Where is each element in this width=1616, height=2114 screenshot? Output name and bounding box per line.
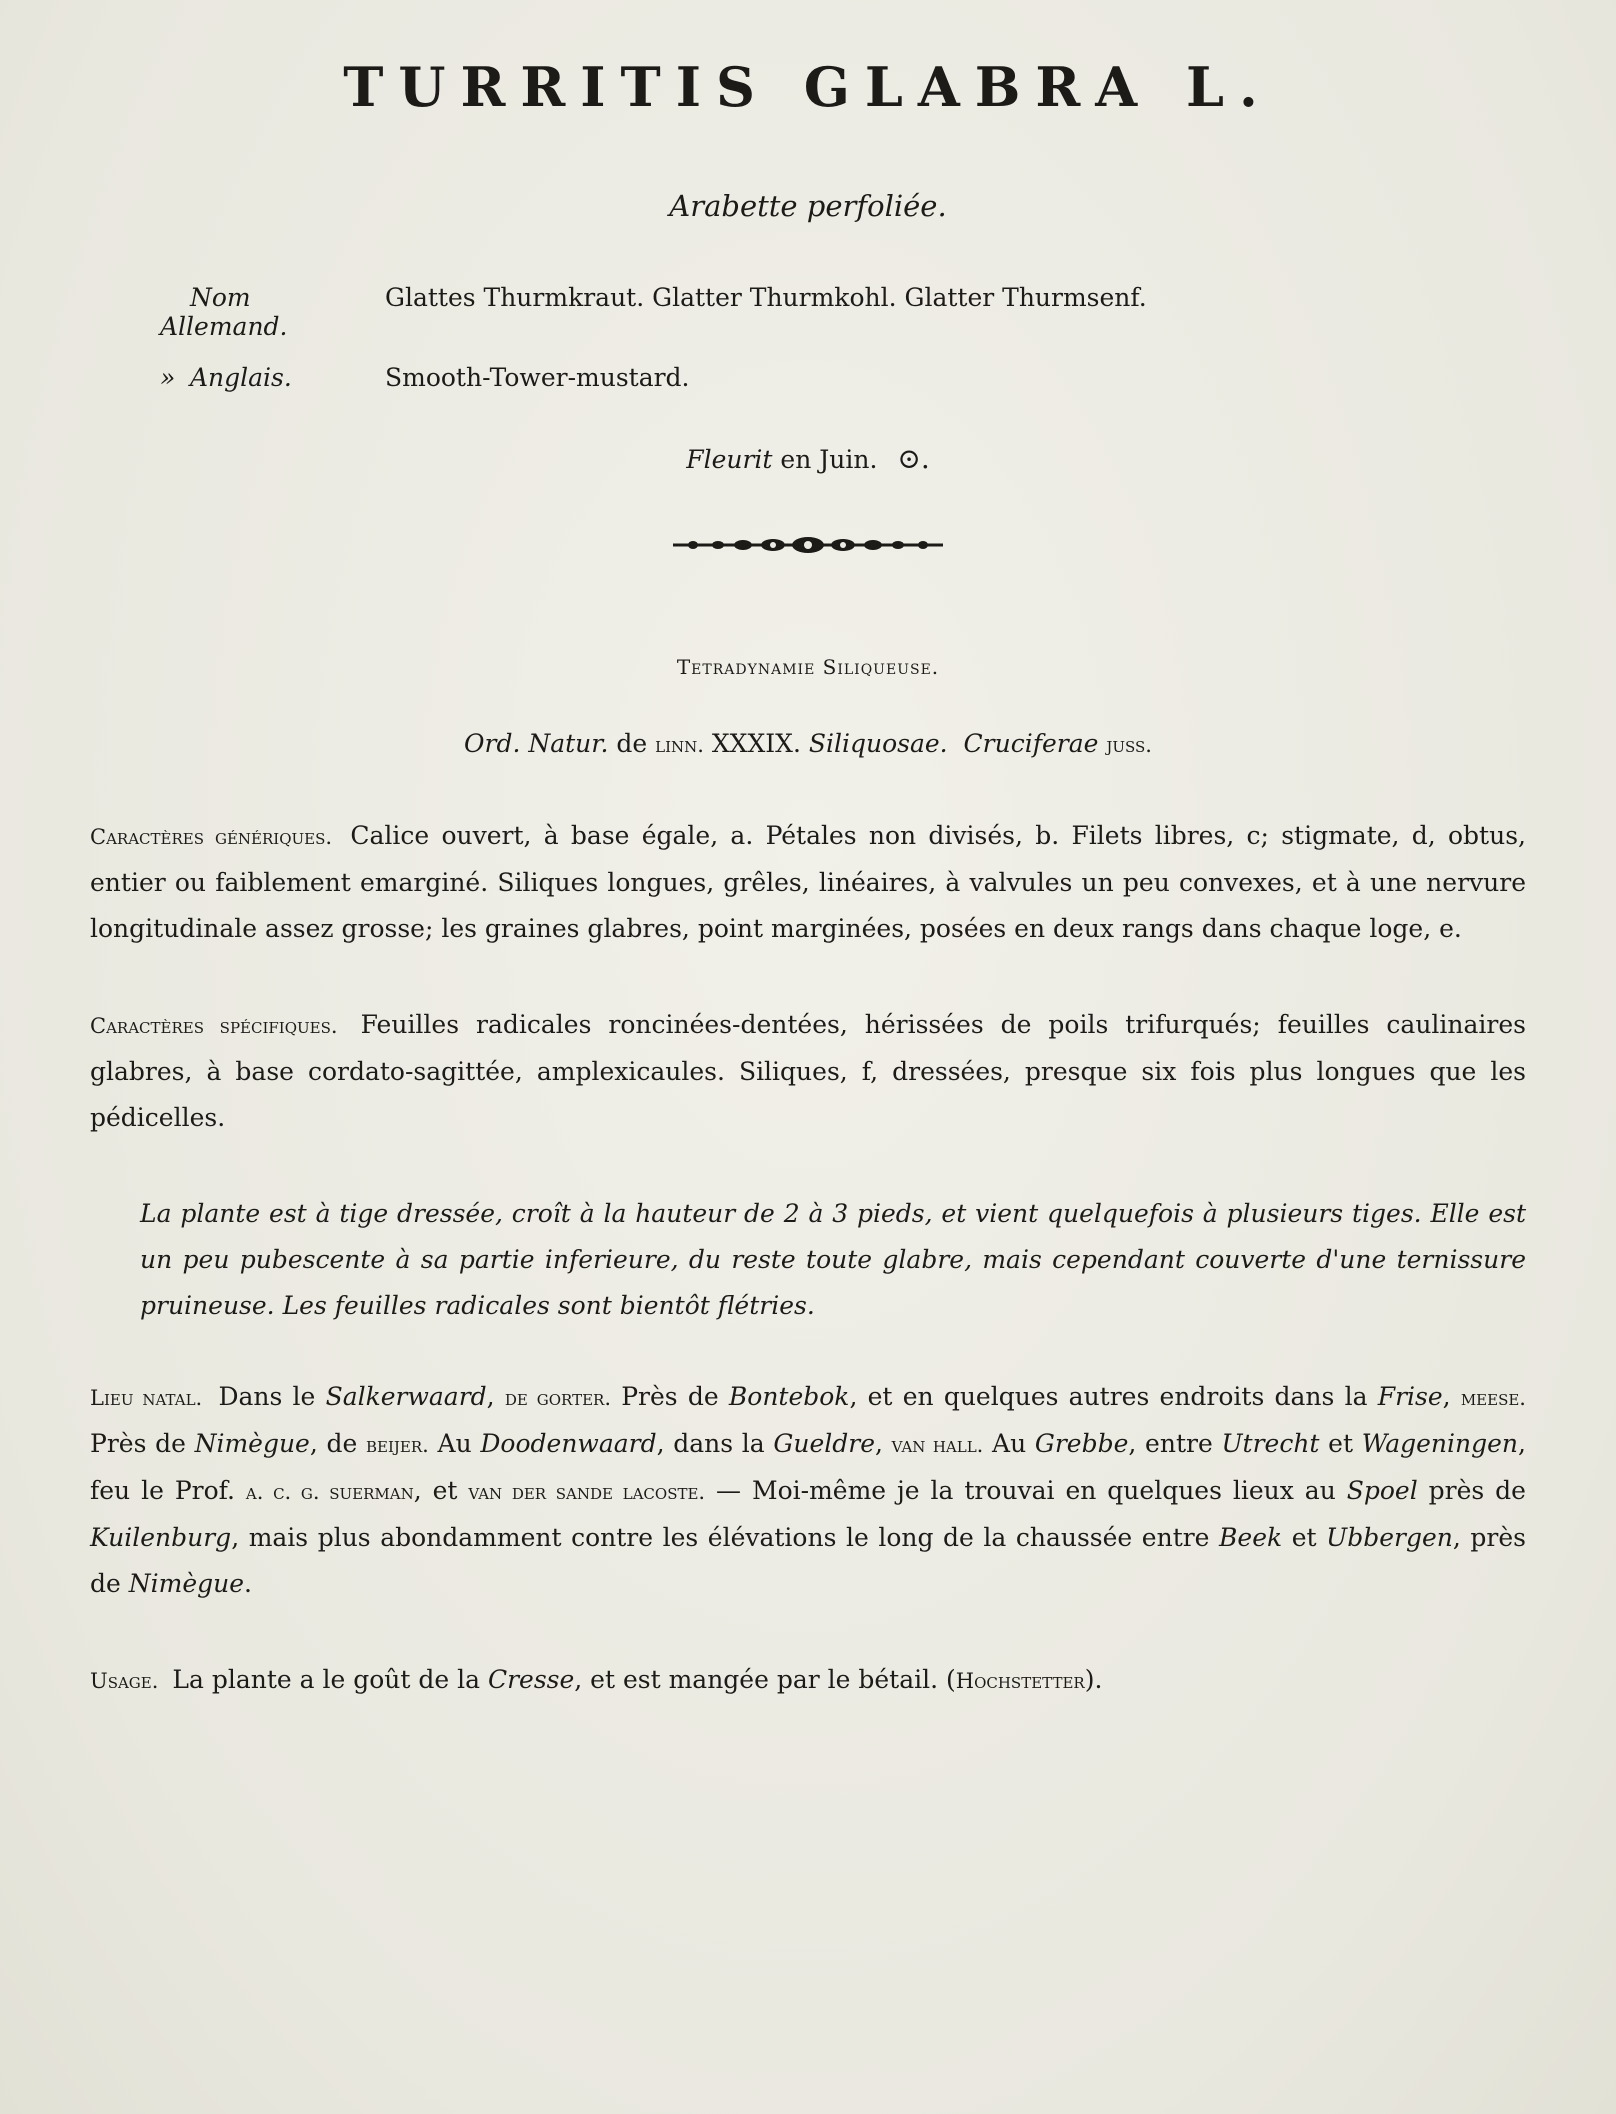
- common-names: [160, 283, 1526, 392]
- place-name: Ubbergen: [1326, 1523, 1453, 1552]
- place-name: Grebbe: [1034, 1429, 1129, 1458]
- text-run: , près de: [90, 1523, 1526, 1598]
- text-run: Près de: [611, 1382, 729, 1411]
- place-name: Utrecht: [1221, 1429, 1320, 1458]
- place-name: Cresse: [487, 1665, 575, 1694]
- place-name: Spoel: [1346, 1476, 1418, 1505]
- text-run: Près de: [90, 1429, 195, 1458]
- section-heading: Lieu natal.: [90, 1386, 203, 1410]
- text-run: et: [1282, 1523, 1327, 1552]
- author-name: van der sande lacoste.: [468, 1480, 706, 1504]
- place-name: Wageningen: [1361, 1429, 1519, 1458]
- text-run: ).: [1084, 1665, 1103, 1694]
- text-run: , dans la: [656, 1429, 774, 1458]
- habitat: [90, 1374, 1526, 1607]
- subtitle: Arabette perfoliée.: [669, 189, 947, 223]
- annual-icon: ⊙.: [897, 442, 930, 475]
- place-name: Bontebok: [728, 1382, 850, 1411]
- usage: [90, 1657, 1526, 1704]
- place-name: Salkerwaard: [325, 1382, 487, 1411]
- place-name: Kuilenburg: [90, 1523, 232, 1552]
- name-mark: »: [160, 363, 176, 392]
- author-name: beijer.: [366, 1433, 429, 1457]
- section-text: Calice ouvert, à base égale, a. Pétales non divisés, b. Filets libres, c; stigmate, d, obtus, entier ou faiblement emarginé. Siliques longues, grêles, linéaires, à valvules un peu convexes, et à une nervure longitudinale assez grosse; les graines glabres, point marginées, posées en deux rangs dans chaque loge, e.: [90, 821, 1526, 943]
- place-name: Nimègue: [194, 1429, 310, 1458]
- text-run: , entre: [1128, 1429, 1222, 1458]
- text-run: , et: [413, 1476, 469, 1505]
- name-label: Anglais.: [190, 363, 292, 392]
- place-name: Doodenwaard: [480, 1429, 657, 1458]
- author-name: meese.: [1460, 1386, 1526, 1410]
- author-name: van hall.: [891, 1433, 984, 1457]
- text-run: , et en quelques autres endroits dans la: [849, 1382, 1378, 1411]
- classification: Tetradynamie Siliqueuse.: [676, 655, 940, 679]
- author-name: de gorter.: [504, 1386, 612, 1410]
- name-row-english: [160, 363, 1526, 392]
- place-name: Beek: [1219, 1523, 1283, 1552]
- ornament-divider: [90, 535, 1526, 555]
- natural-order: Ord. Natur. de linn. XXXIX. Siliquosae. Cruciferae juss.: [464, 729, 1152, 758]
- text-run: ,: [486, 1382, 505, 1411]
- section-heading: Caractères génériques.: [90, 825, 333, 849]
- name-value: Glattes Thurmkraut. Glatter Thurmkohl. Glatter Thurmsenf.: [385, 283, 1147, 312]
- text-run: La plante a le goût de la: [172, 1665, 488, 1694]
- text-run: , et est mangée par le bétail. (: [574, 1665, 956, 1694]
- place-name: Nimègue: [128, 1569, 245, 1598]
- text-run: et: [1319, 1429, 1362, 1458]
- place-name: Frise: [1377, 1382, 1443, 1411]
- text-run: — Moi-même je la trouvai en quelques lieux au: [705, 1476, 1347, 1505]
- generic-characters: [90, 813, 1526, 952]
- text-run: ,: [875, 1429, 892, 1458]
- text-run: , feu le Prof.: [90, 1429, 1526, 1505]
- author-name: Hochstetter: [955, 1669, 1085, 1693]
- flowering-time: Fleurit en Juin. ⊙.: [686, 442, 930, 475]
- section-text: [90, 1382, 1526, 1598]
- text-run: .: [244, 1569, 252, 1598]
- text-run: Au: [428, 1429, 481, 1458]
- plant-description: La plante est à tige dressée, croît à la hauteur de 2 à 3 pieds, et vient quelquefois à plusieurs tiges. Elle est un peu pubescente à sa partie inferieure, du reste toute glabre, mais cependant couverte d'une ternissure pruineuse. Les feuilles radicales sont bientôt flétries.: [140, 1199, 1526, 1320]
- text-run: , mais plus abondamment contre les élévations le long de la chaussée entre: [231, 1523, 1220, 1552]
- author-name: a. c. g. suerman: [245, 1480, 414, 1504]
- ornament-icon: [673, 535, 943, 555]
- text-run: ,: [1442, 1382, 1461, 1411]
- page-title: TURRITIS GLABRA L.: [343, 55, 1273, 119]
- text-run: Au: [983, 1429, 1035, 1458]
- section-heading: Caractères spécifiques.: [90, 1014, 338, 1038]
- place-name: Gueldre: [773, 1429, 875, 1458]
- section-text: [172, 1665, 1102, 1694]
- text-run: près de: [1417, 1476, 1526, 1505]
- section-heading: Usage.: [90, 1669, 159, 1693]
- specific-characters: [90, 1002, 1526, 1141]
- name-row-german: [160, 283, 1526, 341]
- section-text: Feuilles radicales roncinées-dentées, hérissées de poils trifurqués; feuilles caulinaires glabres, à base cordato-sagittée, amplexicaules. Siliques, f, dressées, presque six fois plus longues que les pédicelles.: [90, 1010, 1527, 1132]
- name-label: Nom Allemand.: [160, 283, 288, 341]
- name-value: Smooth-Tower-mustard.: [385, 363, 690, 392]
- text-run: Dans le: [218, 1382, 326, 1411]
- text-run: , de: [309, 1429, 366, 1458]
